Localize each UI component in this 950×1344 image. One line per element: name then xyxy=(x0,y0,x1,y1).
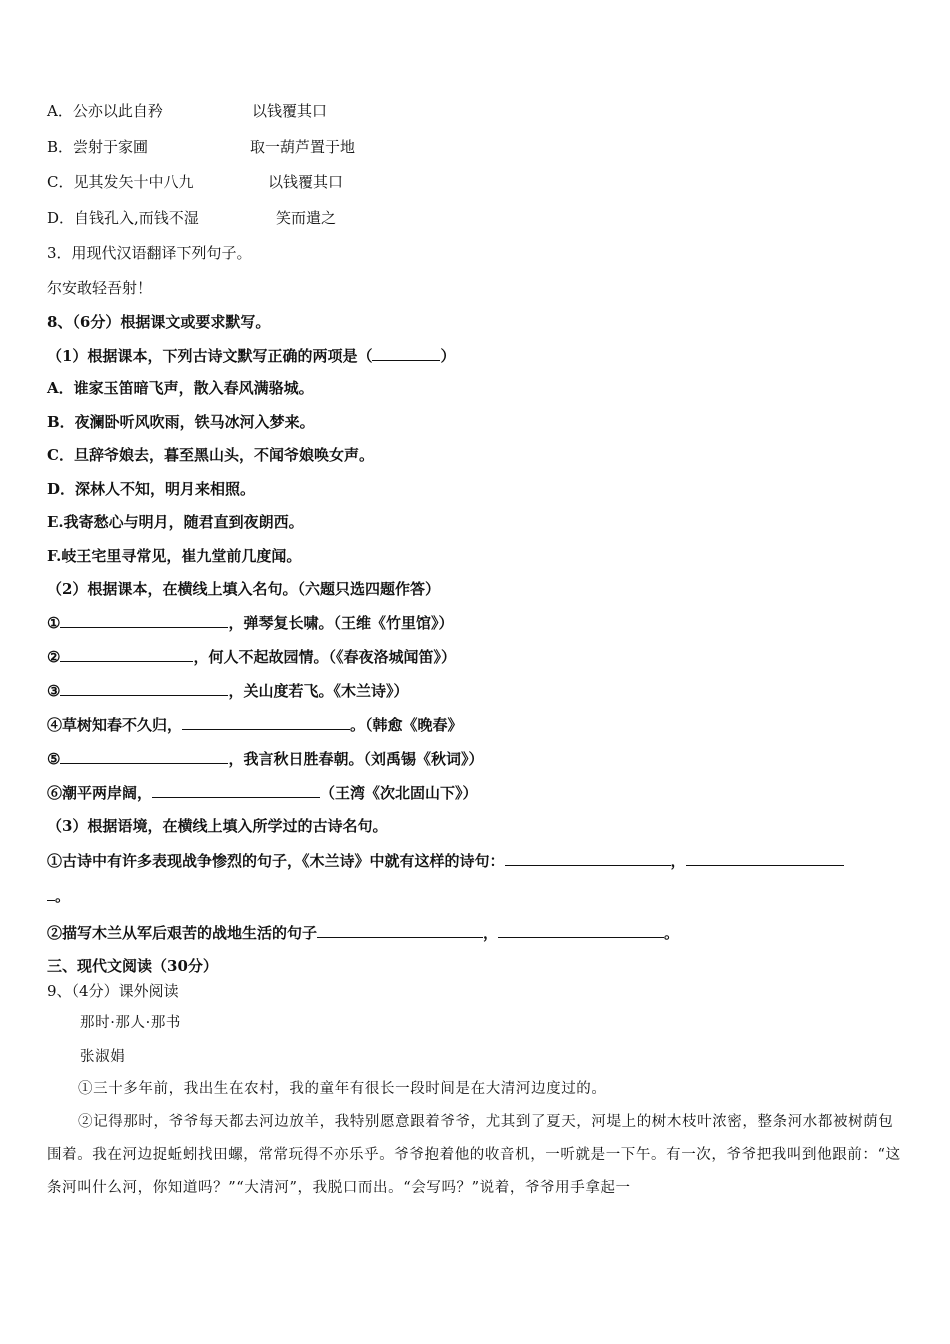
p3-item-2-end: 。 xyxy=(664,924,680,942)
article-paragraph-2: ②记得那时，爷爷每天都去河边放羊，我特别愿意跟着爷爷，尤其到了夏天，河堤上的树木枝叶浓密，整条河水都被树荫包围着。我在河边捉蚯蚓找田螺，常常玩得不亦乐乎。爷爷抱着他的收音机，一听就是一下午。有一次，爷爷把我叫到他跟前：“这条河叫什么河，你知道吗？”“大清河”，我脱口而出。“会写吗？”说着，爷爷用手拿起一 xyxy=(47,1114,901,1196)
fill-blank[interactable] xyxy=(60,646,193,662)
fill-pre: ⑥潮平两岸阔， xyxy=(47,784,153,802)
section-3-title: 三、现代文阅读（30分） xyxy=(47,957,218,975)
article-paragraph-1: ①三十多年前，我出生在农村，我的童年有很长一段时间是在大清河边度过的。 xyxy=(78,1081,607,1097)
p3-item-2-text: ②描写木兰从军后艰苦的战地生活的句子 xyxy=(47,924,318,942)
fill-pre: ③ xyxy=(47,682,61,700)
q8-part2-title: （2）根据课本，在横线上填入名句。（六题只选四题作答） xyxy=(47,580,440,598)
p3-item-2-comma: ， xyxy=(483,924,499,942)
q8-option-c: C．旦辞爷娘去，暮至黑山头，不闻爷娘唤女声。 xyxy=(47,446,374,464)
article-title: 那时·那人·那书 xyxy=(80,1015,182,1031)
option-c: C．见其发矢十中八九 xyxy=(47,173,194,191)
fill-post: ，关山度若飞。《木兰诗》） xyxy=(228,682,409,700)
p3-item-1 xyxy=(47,850,844,871)
fill-item-5 xyxy=(47,748,483,769)
option-a: A．公亦以此自矜 xyxy=(47,102,163,120)
option-d: D．自钱孔入,而钱不湿 xyxy=(47,209,199,227)
fill-item-3 xyxy=(47,680,408,701)
option-d-col2: 笑而遣之 xyxy=(276,209,337,227)
q8-option-b: B．夜澜卧听风吹雨，铁马冰河入梦来。 xyxy=(47,413,315,431)
fill-item-2 xyxy=(47,646,456,667)
q8-option-a: A．谁家玉笛暗飞声，散入春风满骆城。 xyxy=(47,379,314,397)
fill-post: （王湾《次北固山下》） xyxy=(320,784,478,802)
q8-title: 8、（6分）根据课文或要求默写。 xyxy=(47,313,271,331)
fill-post: 。（韩愈《晚春》 xyxy=(350,716,463,734)
fill-post: ，弹琴复长啸。（王维《竹里馆》） xyxy=(228,614,454,632)
option-b-col2: 取一葫芦置于地 xyxy=(250,138,356,156)
option-c-col2: 以钱覆其口 xyxy=(268,173,344,191)
p3-item-1-blank-3[interactable] xyxy=(47,885,55,901)
fill-pre: ① xyxy=(47,614,61,632)
p3-item-1-comma: ， xyxy=(670,852,686,870)
fill-item-6 xyxy=(47,782,478,803)
fill-item-4 xyxy=(47,714,463,735)
p3-item-1-cont xyxy=(47,885,70,906)
p3-item-2-blank-2[interactable] xyxy=(498,922,664,938)
option-b: B．尝射于家圃 xyxy=(47,138,149,156)
q8-option-e: E.我寄愁心与明月，随君直到夜朗西。 xyxy=(47,513,304,531)
p3-item-1-blank-2[interactable] xyxy=(686,850,844,866)
fill-blank[interactable] xyxy=(60,612,228,628)
q8-part1-close: ） xyxy=(440,347,456,365)
p3-item-1-blank-1[interactable] xyxy=(505,850,671,866)
p3-item-2-blank-1[interactable] xyxy=(317,922,483,938)
fill-post: ，我言秋日胜春朝。（刘禹锡《秋词》） xyxy=(228,750,484,768)
q8-part1-text: （1）根据课本，下列古诗文默写正确的两项是（ xyxy=(47,347,373,365)
fill-blank[interactable] xyxy=(182,714,350,730)
q3-prompt: 3．用现代汉语翻译下列句子。 xyxy=(47,244,252,262)
p3-item-2 xyxy=(47,922,679,943)
fill-pre: ⑤ xyxy=(47,750,61,768)
fill-blank[interactable] xyxy=(152,782,320,798)
q8-option-d: D．深林人不知，明月来相照。 xyxy=(47,480,256,498)
p3-item-1-text: ①古诗中有许多表现战争惨烈的句子，《木兰诗》中就有这样的诗句： xyxy=(47,852,505,870)
article-author: 张淑娟 xyxy=(80,1049,126,1065)
q8-part1-title xyxy=(47,345,455,366)
q8-part1-blank[interactable] xyxy=(372,345,440,361)
p3-item-1-end: 。 xyxy=(55,887,71,905)
fill-blank[interactable] xyxy=(60,748,228,764)
fill-item-1 xyxy=(47,612,453,633)
fill-pre: ② xyxy=(47,648,61,666)
q3-sentence: 尔安敢轻吾射！ xyxy=(47,279,153,297)
q9-title: 9、（4分）课外阅读 xyxy=(47,982,179,1000)
option-a-col2: 以钱覆其口 xyxy=(252,102,328,120)
q8-part3-title: （3）根据语境，在横线上填入所学过的古诗名句。 xyxy=(47,817,388,835)
fill-blank[interactable] xyxy=(60,680,228,696)
fill-pre: ④草树知春不久归， xyxy=(47,716,183,734)
q8-option-f: F.岐王宅里寻常见，崔九堂前几度闻。 xyxy=(47,547,302,565)
fill-post: ，何人不起故园情。（《春夜洛城闻笛》） xyxy=(193,648,456,666)
